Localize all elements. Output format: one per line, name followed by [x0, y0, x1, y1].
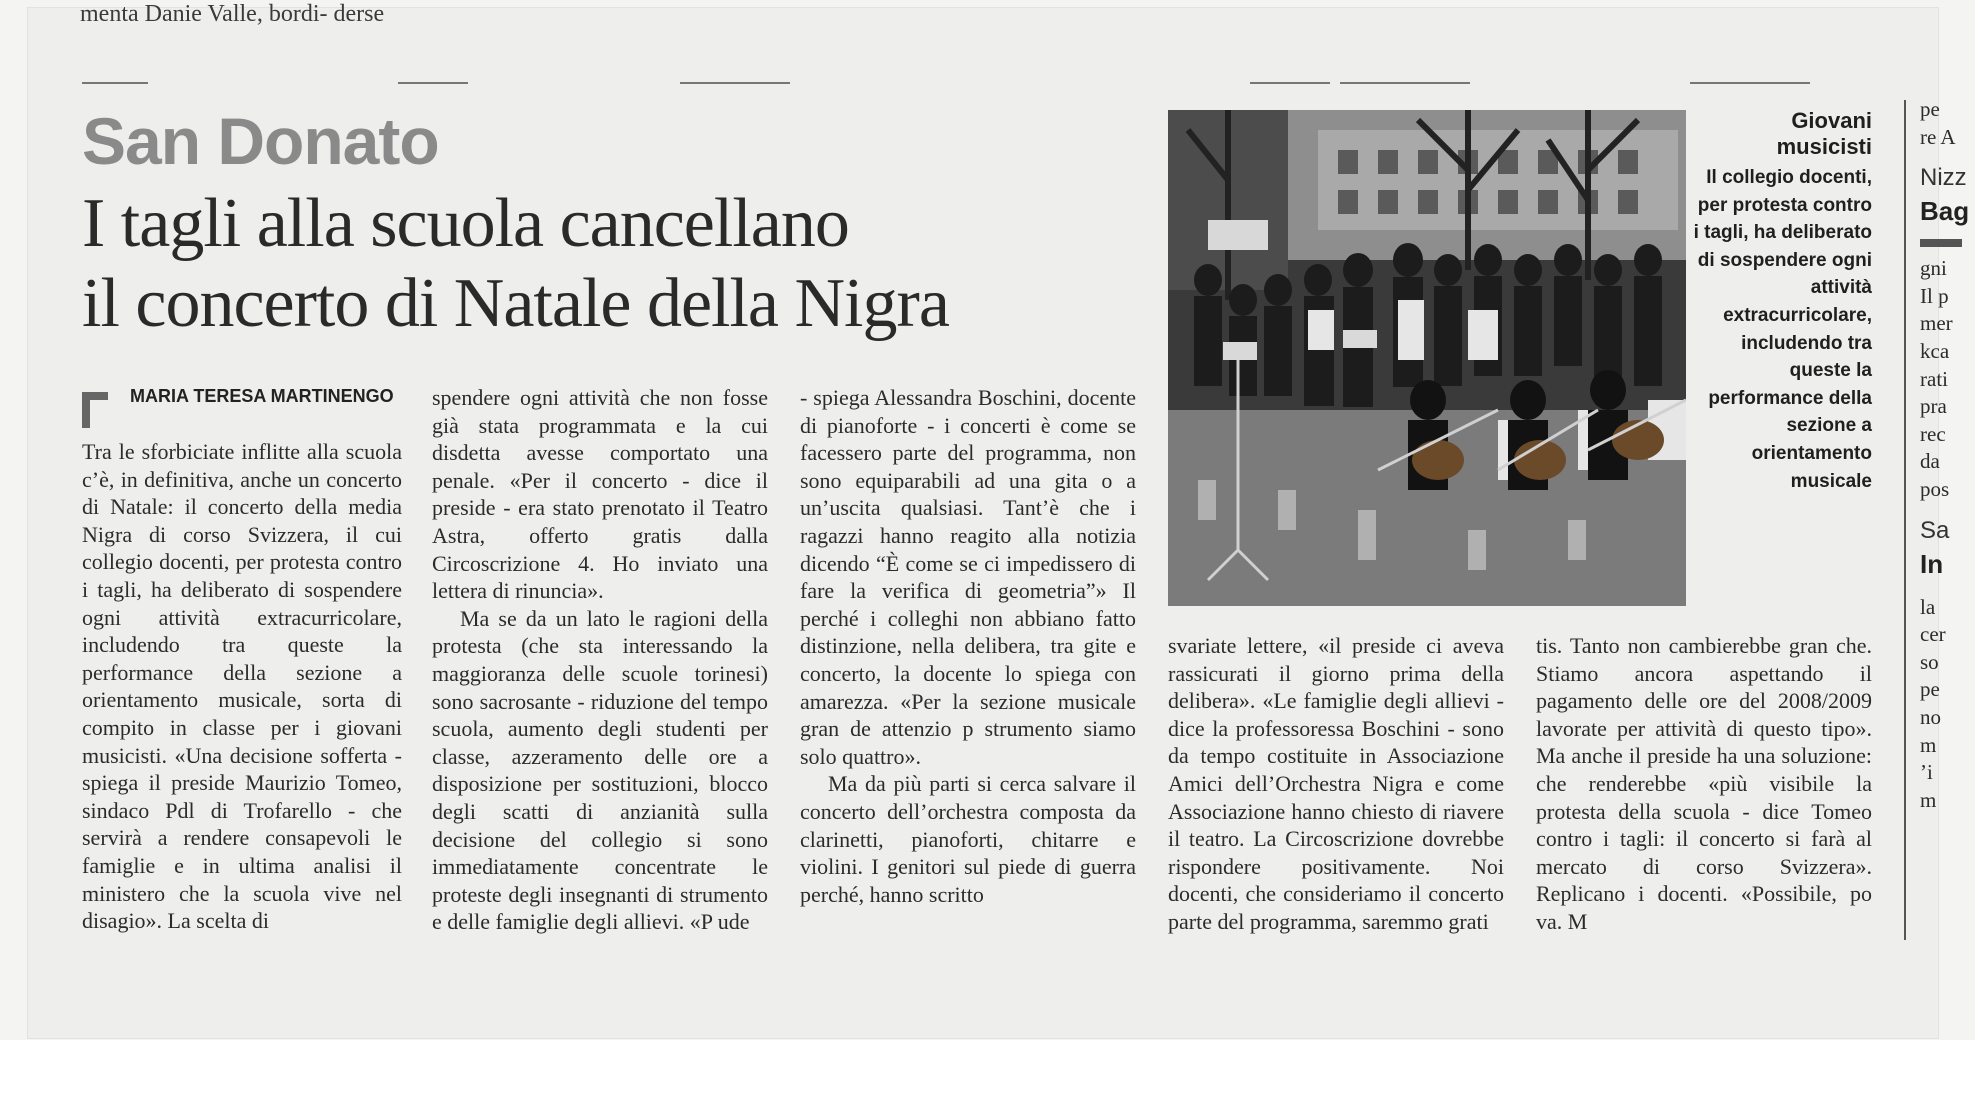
fragment-line: no: [1920, 704, 1941, 729]
divider: [82, 82, 148, 84]
fragment-line: ’i: [1920, 760, 1933, 785]
adjacent-article-fragment: [1920, 96, 1970, 814]
fragment-line: pe: [1920, 97, 1940, 121]
byline: MARIA TERESA MARTINENGO: [130, 386, 394, 406]
photo-illustration: [1168, 110, 1686, 606]
divider: [1690, 82, 1810, 84]
fragment-line: so: [1920, 649, 1939, 674]
column-rule: [1904, 100, 1906, 940]
article-column-5: [1536, 632, 1872, 936]
headline-line-1: I tagli alla scuola cancellano: [82, 185, 849, 262]
paragraph: spendere ogni attività che non fosse già stata programmata e la cui disdetta avesse comportato una penale. «Per il concerto - dice il preside - era stato prenotato il Teatro Astra, offerto gratis dalla Circoscrizione 4. Ho inviato una lettera di rinuncia».: [432, 385, 768, 604]
paragraph: tis. Tanto non cambierebbe gran che. Stiamo ancora aspettando il pagamento delle ore del 2008/2009 lavorate per attività di questo tipo». Ma anche il preside ha una soluzione: che renderebbe «più visibile la protesta della scuola - dice Tomeo contro i tagli: il concerto si farà al mercato di corso Svizzera». Replicano i docenti. «Possibile, po va. M: [1536, 633, 1872, 934]
article-column-1: [82, 438, 402, 935]
fragment-headline: In: [1920, 548, 1944, 579]
photo-caption: [1690, 108, 1872, 495]
caption-title: Giovani musicisti: [1776, 108, 1872, 159]
divider: [398, 82, 468, 84]
divider: [680, 82, 790, 84]
fragment-line: pe: [1920, 677, 1940, 702]
fragment-line: da: [1920, 449, 1940, 474]
fragment-marker: [1920, 239, 1962, 247]
fragment-gap: [1920, 580, 1970, 594]
fragment-line: Il p: [1920, 283, 1949, 308]
fragment-line: re A: [1920, 124, 1956, 149]
fragment-line: la: [1920, 594, 1936, 619]
fragment-line: pra: [1920, 394, 1947, 419]
fragment-headline: Bag: [1920, 196, 1970, 227]
fragment-kicker: Sa: [1920, 516, 1950, 544]
headline-line-2: il concerto di Natale della Nigra: [82, 265, 949, 342]
paragraph: Ma da più parti si cerca salvare il concerto dell’orchestra composta da clarinetti, pianoforti, chitarre e violini. I genitori sul piede di guerra perché, hanno scritto: [800, 771, 1136, 907]
fragment-line: kca: [1920, 338, 1950, 363]
fragment-line: gni: [1920, 256, 1947, 281]
fragment-line: m: [1920, 787, 1937, 812]
orchestra-photo: [1168, 110, 1686, 606]
page-margin: [0, 1040, 1975, 1105]
divider: [1340, 82, 1470, 84]
paragraph: svariate lettere, «il preside ci aveva rassicurati il giorno prima della delibera». «Le famiglie degli allievi - dice la professoressa Boschini - sono da tempo costituite in Associazione Amici dell’Orchestra Nigra e come Associazione hanno chiesto di riavere il teatro. La Circoscrizione dovrebbe rispondere positivamente. Noi docenti, che consideriamo il concerto parte del programma, saremmo grati: [1168, 633, 1504, 934]
article-column-2: [432, 384, 768, 936]
fragment-line: rati: [1920, 366, 1948, 391]
article-column-3: [800, 384, 1136, 908]
fragment-line: pos: [1920, 476, 1950, 501]
kicker-location: San Donato: [82, 104, 439, 178]
fragment-line: rec: [1920, 421, 1946, 446]
article-column-4: [1168, 632, 1504, 936]
fragment-kicker: Nizz: [1920, 164, 1967, 192]
headline: [82, 184, 1162, 344]
fragment-line: m: [1920, 732, 1937, 757]
previous-article-fragment: menta Danie Valle, bordi- derse: [80, 1, 385, 27]
paragraph: - spiega Alessandra Boschini, docente di pianoforte - i concerti è come se facessero parte del programma, non sono equiparabili ad una gita o a un’uscita qualsiasi. Tant’è che i ragazzi hanno reagito alla notizia dicendo “È come se ci impedissero di fare la verifica di geometria”» Il perché i colleghi non abbiano fatto distinzione, nella delibera, tra gite e concerto, la docente lo spiega con amarezza. «Per la sezione musicale gran de attenzio p strumento siamo solo quattro».: [800, 385, 1136, 769]
paragraph: Ma se da un lato le ragioni della protesta (che sta interessando la maggioranza delle scuole torinesi) sono sacrosante - riduzione del tempo scuola, aumento degli studenti per classe, azzeramento delle ore a disposizione per sostituzioni, blocco degli scatti di anzianità sulla decisione del collegio si sono immediatamente concentrate le proteste degli insegnanti di strumento e delle famiglie degli allievi. «P ude: [432, 605, 768, 935]
divider: [1250, 82, 1330, 84]
fragment-line: mer: [1920, 311, 1953, 336]
byline-marker-icon: [82, 392, 108, 428]
caption-body: Il collegio docenti, per protesta contro i tagli, ha deliberato di sospendere ogni attività extracurricolare, includendo tra queste la performance della sezione a orientamento musicale: [1693, 167, 1872, 492]
fragment-line: cer: [1920, 622, 1946, 647]
paragraph: Tra le sforbiciate inflitte alla scuola c’è, in definitiva, anche un concerto di Natale: il concerto della media Nigra di corso Svizzera, il cui collegio docenti, per protesta contro i tagli, ha deliberato di sospendere ogni attività extracurricolare, includendo tra queste la performance della sezione a orientamento musicale, sorta di compito in classe per i giovani musicisti. «Una decisione sofferta - spiega il preside Maurizio Tomeo, sindaco Pdl di Trofarello - che servirà a rendere consapevoli le famiglie e in ultima analisi il ministero che la scuola vive nel disagio». La scelta di: [82, 439, 402, 934]
